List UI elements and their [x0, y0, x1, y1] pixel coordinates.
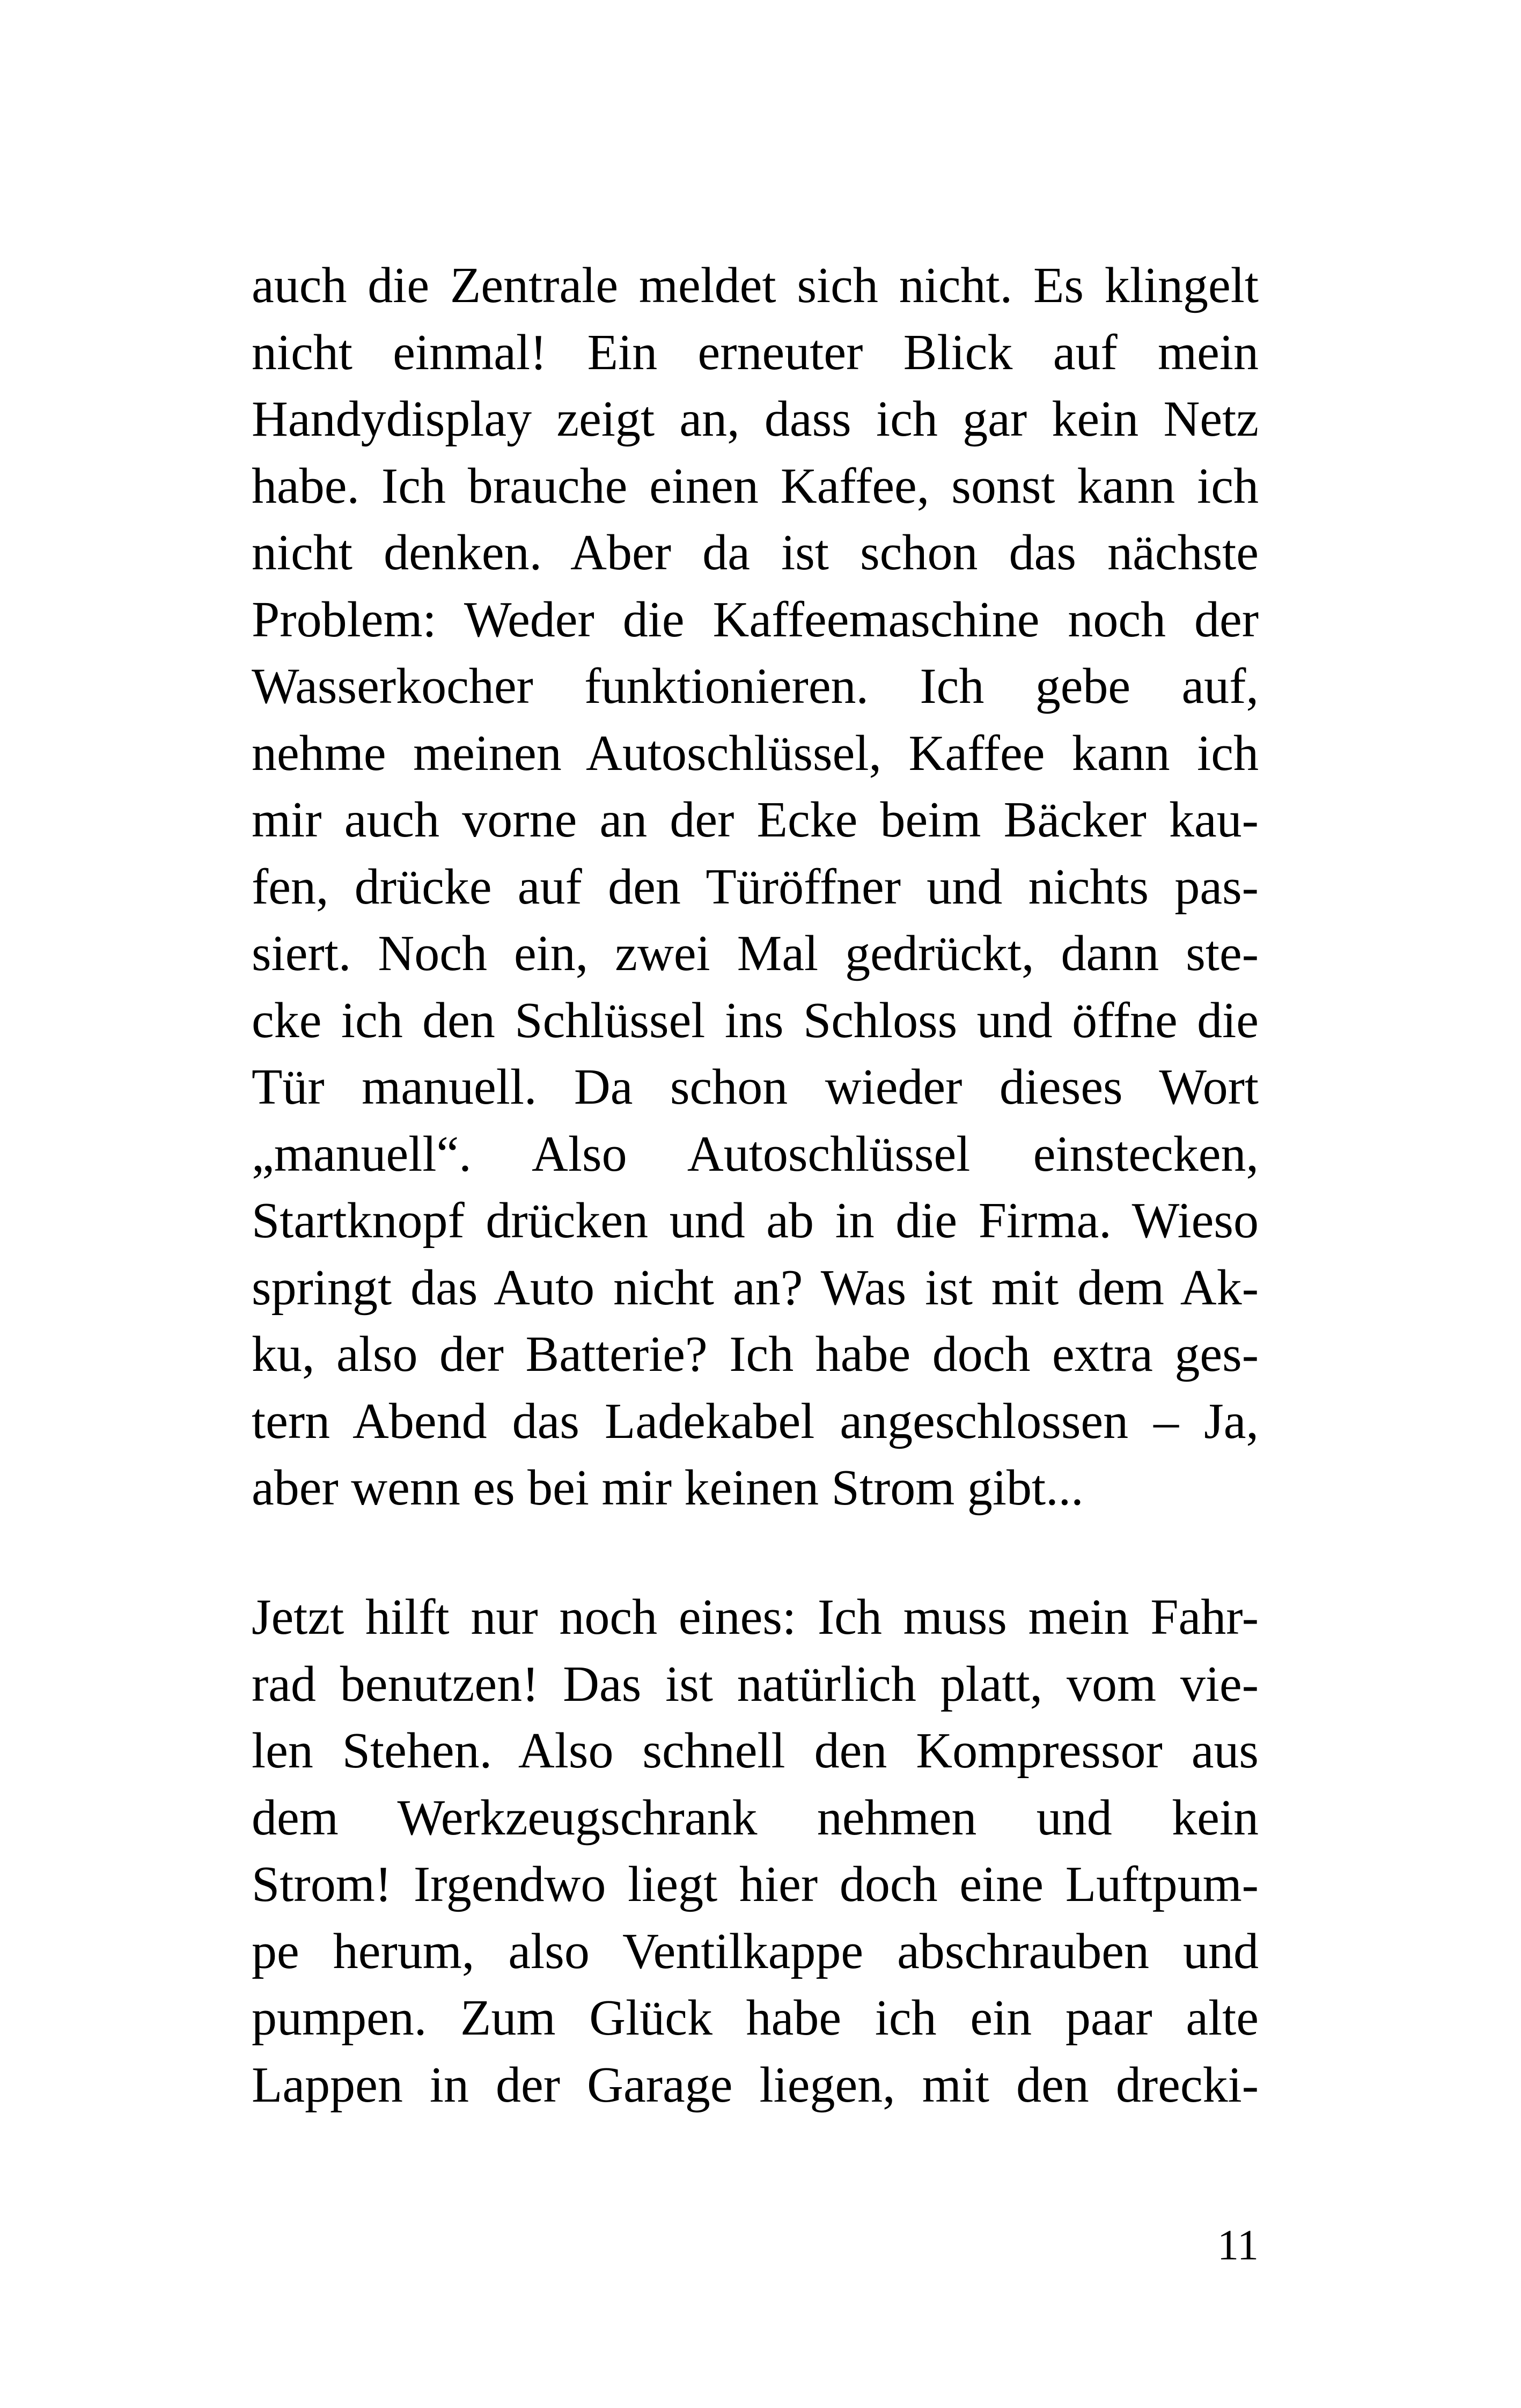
text-line: fen, drücke auf den Türöffner und nichts pas-	[252, 858, 1259, 915]
text-line: nicht denken. Aber da ist schon das nächste	[252, 525, 1259, 581]
text-line: mir auch vorne an der Ecke beim Bäcker kau-	[252, 792, 1259, 848]
text-line: nehme meinen Autoschlüssel, Kaffee kann ich	[252, 725, 1259, 781]
text-line: auch die Zentrale meldet sich nicht. Es klingelt	[252, 258, 1259, 313]
text-line: dem Werkzeugschrank nehmen und kein	[252, 1789, 1259, 1846]
text-line: springt das Auto nicht an? Was ist mit dem Ak-	[252, 1259, 1259, 1316]
text-line: siert. Noch ein, zwei Mal gedrückt, dann ste-	[252, 926, 1259, 981]
text-line: rad benutzen! Das ist natürlich platt, vom vie-	[252, 1656, 1259, 1712]
text-line: Strom! Irgendwo liegt hier doch eine Luftpum-	[252, 1856, 1259, 1912]
page-number: 11	[1217, 2222, 1259, 2269]
text-line: Startknopf drücken und ab in die Firma. Wieso	[252, 1193, 1259, 1249]
text-line: pumpen. Zum Glück habe ich ein paar alte	[252, 1990, 1259, 2046]
text-line: nicht einmal! Ein erneuter Blick auf mein	[252, 324, 1259, 380]
text-line: „manuell“. Also Autoschlüssel einstecken,	[252, 1126, 1259, 1182]
text-line: Problem: Weder die Kaffeemaschine noch der	[252, 591, 1259, 648]
text-line: habe. Ich brauche einen Kaffee, sonst kann ich	[252, 458, 1259, 514]
text-line: Wasserkocher funktionieren. Ich gebe auf,	[252, 658, 1259, 714]
paragraph-1	[252, 252, 1259, 1522]
paragraph-2	[252, 1584, 1259, 2118]
text-line: cke ich den Schlüssel ins Schloss und öffne die	[252, 992, 1259, 1048]
text-line: Lappen in der Garage liegen, mit den drecki-	[252, 2057, 1259, 2113]
text-line: aber wenn es bei mir keinen Strom gibt...	[252, 1460, 1084, 1516]
text-line: Tür manuell. Da schon wieder dieses Wort	[252, 1059, 1259, 1115]
text-line: tern Abend das Ladekabel angeschlossen – Ja,	[252, 1393, 1259, 1449]
text-line: ku, also der Batterie? Ich habe doch extra ges-	[252, 1326, 1259, 1382]
text-line: pe herum, also Ventilkappe abschrauben und	[252, 1923, 1259, 1979]
text-line: len Stehen. Also schnell den Kompressor aus	[252, 1723, 1259, 1779]
text-line: Jetzt hilft nur noch eines: Ich muss mein Fahr-	[252, 1589, 1259, 1645]
text-line: Handydisplay zeigt an, dass ich gar kein Netz	[252, 391, 1259, 447]
